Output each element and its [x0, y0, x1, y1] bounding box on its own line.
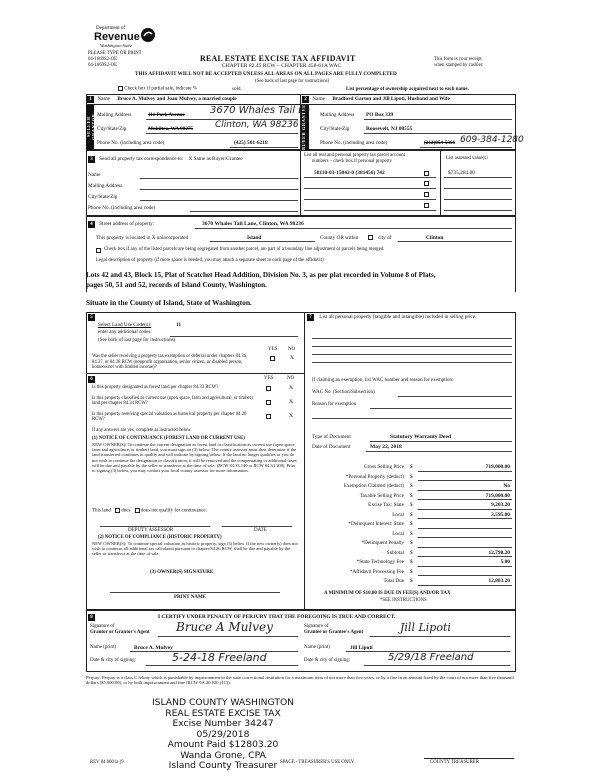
grantee-name-label: Name (print): [304, 645, 330, 650]
partial-sale-label: Check box if partial sale, indicate %: [124, 86, 197, 92]
buyer-name-row: [302, 96, 450, 103]
tax-row-label: *Affidavit Processing Fee: [349, 568, 404, 575]
s5-no-header: NO: [288, 347, 296, 352]
grantor-sig-label-2: Grantor or Grantor's Agent: [90, 630, 150, 635]
s3-name-label: Name: [88, 172, 101, 178]
section-4-number: 4: [88, 221, 95, 228]
parcel-personal-checkbox[interactable]: [424, 171, 429, 176]
see-instructions: *SEE INSTRUCTIONS: [380, 598, 427, 603]
tax-row-dollar: $: [410, 502, 413, 508]
section-7-number: 7: [307, 314, 314, 321]
doc-date-label: Date of Document: [312, 444, 351, 450]
tax-row-label: Total Due: [383, 578, 404, 584]
street-address[interactable]: 3670 Whales Tail Lane, Clinton, WA 98236: [202, 221, 304, 227]
tax-row-value[interactable]: 9,203.20: [491, 502, 510, 508]
parcel-2-checkbox[interactable]: [424, 181, 429, 186]
county-label: County OR within: [320, 235, 359, 241]
section-6-number-wrap: [88, 376, 95, 383]
claim-exemption-label: If claiming an exemption, list WAC number and reason for exemption:: [312, 378, 454, 383]
tax-row-dollar: $: [410, 483, 413, 489]
street-row: [88, 221, 154, 228]
buyer-phone-label: Phone No. (including area code): [320, 140, 388, 146]
situate-line[interactable]: Situate in the County of Island, State of Washington.: [86, 298, 252, 307]
tax-row-value[interactable]: 719,000.00: [485, 492, 510, 499]
page-title: REAL ESTATE EXCISE TAX AFFIDAVIT: [200, 54, 356, 63]
see-back-line: (See back of last page for instructions): [255, 79, 330, 84]
tax-row-dollar: $: [410, 530, 413, 537]
section-7-head: [307, 314, 513, 321]
dor-logo-line2: Revenue: [94, 31, 140, 43]
city-of-label: city of: [378, 235, 392, 241]
does-not-label: does not qualify for continuance.: [140, 508, 207, 514]
grantor-date-label: Date & city of signing:: [90, 658, 137, 663]
buyer-city-label: City/State/Zip: [320, 126, 350, 132]
dor-logo: [88, 26, 160, 52]
buyer-phone-handwritten[interactable]: 609-384-1280: [460, 135, 524, 145]
form-code-2: 04-1669S2-OE: [88, 63, 118, 68]
treasurer-space: SPACE - TREASURER'S USE ONLY: [280, 760, 355, 765]
please-type: PLEASE TYPE OR PRINT: [88, 51, 142, 56]
within-city-checkbox[interactable]: [368, 235, 373, 240]
buyer-name[interactable]: Bradford Garton and Jill Lipoti, Husband and Wife: [332, 96, 450, 102]
land-use-see-back: (See back of last page for instructions): [98, 338, 176, 343]
doc-type-label: Type of Document: [312, 434, 351, 440]
minimum-fee: A MINIMUM OF $10.00 IS DUE IN FEE(S) AND/OR TAX: [324, 591, 451, 596]
buyer-phone-struck: (212)854-5366: [424, 140, 456, 146]
stamp-line-1: ISLAND COUNTY WASHINGTON: [151, 697, 295, 708]
seller-city-handwritten[interactable]: Clinton, WA 98236: [215, 120, 299, 130]
seller-city-label: City/State/Zip: [97, 126, 127, 132]
buyer-city[interactable]: Roosevelt, NJ 08555: [366, 126, 413, 132]
partial-sale-checkbox[interactable]: [118, 86, 123, 91]
grantee-sig-label-1: Signature of: [304, 624, 329, 629]
tax-row-label: Subtotal: [386, 549, 404, 556]
seller-name-row: [87, 96, 237, 103]
tax-row-value[interactable]: 12,798.20: [488, 549, 510, 556]
assessed-value[interactable]: $735,284.00: [448, 170, 475, 176]
tax-row-dollar: $: [410, 559, 413, 565]
reason-label: Reason for exemption: [312, 402, 357, 407]
enter-additional: enter any additional codes:: [98, 330, 152, 335]
exemption-no-answer[interactable]: X: [290, 355, 295, 361]
print-name-label: PRINT NAME: [174, 595, 206, 600]
forest-yes-checkbox[interactable]: [266, 386, 271, 391]
historic-question: Is this property receiving special valuation as historical property per chapter 84.26 RCW?: [92, 412, 247, 423]
does-checkbox[interactable]: [115, 508, 120, 513]
stamp-line-3: Excise Number 34247: [172, 718, 274, 729]
legal-description-label: Legal description of property (if more space is needed, you may attach a separate sheet to each page of the affidavit): [96, 258, 324, 263]
exemption-yes-checkbox[interactable]: [270, 356, 275, 361]
section-5-number-wrap: [88, 314, 95, 321]
this-land-row: [92, 508, 207, 514]
tax-row-dollar: $: [410, 492, 413, 499]
seller-phone-label: Phone No. (including area code): [97, 140, 165, 146]
notice-1-title: (1) NOTICE OF CONTINUANCE (FOREST LAND OR CURRENT USE): [92, 436, 245, 441]
deputy-date-label: DATE: [254, 528, 267, 533]
doc-date-value[interactable]: May 22, 2018: [370, 444, 402, 450]
section-2-number: 2: [302, 96, 309, 103]
tax-row-value[interactable]: 12,803.20: [488, 578, 510, 584]
doc-type-value[interactable]: Statutory Warranty Deed: [390, 434, 452, 440]
section-8-number: 8: [88, 614, 95, 621]
s3-phone-label: Phone No. (including area code): [88, 205, 156, 211]
buyer-sidebar: BUYER GRANTEE: [301, 104, 309, 150]
tax-row-label: Taxable Selling Price: [359, 492, 404, 499]
buyer-name-label: Name: [312, 96, 325, 102]
tax-row-label: Exemption Claimed (deduct): [343, 483, 404, 489]
parcel-header-1: List all real and personal property tax parcel account: [304, 153, 405, 158]
rev-code: REV 84 0001a (9: [90, 760, 124, 765]
seller-city-struck: Mukilteo, WA 98275: [148, 126, 194, 132]
city-value[interactable]: Clinton: [426, 235, 444, 241]
s6-no-header: NO: [287, 376, 295, 381]
tax-row-dollar: $: [410, 511, 413, 518]
s3-city-label: City/State/Zip: [88, 194, 118, 200]
land-use-code[interactable]: 11: [176, 322, 182, 328]
section-6-number: 6: [88, 376, 95, 383]
parcel-3-checkbox[interactable]: [424, 192, 429, 197]
perjury-notice: Perjury: Perjury is a class C felony which is punishable by imprisonment in the state correctional institution for a maximum term of not more than five years, or by a fine in an amount fixed by the court of not more than five thousand dollars ($5,000.00), or by both imprisonment and fine (RCW 9A.20.020 (1C)).: [86, 675, 514, 686]
grantee-sig-label-2: Grantee or Grantee's Agent: [304, 630, 364, 635]
dor-logo-line3: Washington State: [100, 43, 132, 48]
parcel-number[interactable]: 58110-03-15042-0 (381456) 742: [314, 170, 385, 176]
warning-line: THIS AFFIDAVIT WILL NOT BE ACCEPTED UNLESS ALL AREAS ON ALL PAGES ARE FULLY COMPLETED: [135, 71, 397, 77]
grantee-signature[interactable]: Jill Lipoti: [400, 621, 451, 634]
same-as-buyer[interactable]: X Same as Buyer/Grantee: [188, 156, 243, 162]
this-land-label: This land: [92, 508, 111, 514]
receipt-note-1: This form is your receipt: [434, 57, 482, 62]
seller-mailing-handwritten[interactable]: 3670 Whales Tail Ln: [210, 105, 311, 116]
notice-2-body: NEW OWNER(S): To continue special valuation as historic property, sign (3) below. If the new owner(s) does not wish to continue, all additional tax calculated pursuant to chapter 84.26 RCW, shall be due and payable by the seller or transferor at the time of sale.: [92, 541, 298, 557]
stamp-line-2: REAL ESTATE EXCISE TAX: [165, 707, 281, 719]
if-any-yes: If any answers are yes, complete as instructed below.: [92, 428, 192, 433]
current-use-question: Is this property classified as current use (open space, farm and agricultural, or timber) land per chapter 84.34 RCW?: [92, 396, 253, 407]
street-label: Street address of property:: [99, 221, 155, 227]
tax-row-dollar: $: [410, 540, 413, 546]
tax-row-value[interactable]: 3,595.00: [491, 511, 510, 518]
tax-row-label: Gross Selling Price: [363, 464, 404, 470]
county-treasurer-label: COUNTY TREASURER: [430, 760, 479, 765]
historic-yes-checkbox[interactable]: [266, 414, 271, 419]
receipt-note-2: when stamped by cashier.: [434, 63, 484, 68]
list-percentage: List percentage of ownership acquired next to each name.: [346, 87, 469, 92]
form-code-1: 04-1669S2-OE: [88, 57, 118, 62]
s3-mailing-label: Mailing Address: [88, 183, 123, 189]
grantee-date[interactable]: 5/29/18 Freeland: [388, 652, 474, 663]
tax-row-label: Local: [392, 530, 404, 537]
parcel-header-2: numbers – check box if personal property: [312, 159, 392, 164]
assessed-header: List assessed value(s): [446, 156, 488, 161]
tax-row-label: Local: [392, 511, 404, 518]
tax-row-dollar: $: [410, 549, 413, 556]
seller-name[interactable]: Bruce A. Mulvey and Joan Mulvey, a married couple: [117, 96, 237, 102]
owner-signature-label: (3) OWNER(S) SIGNATURE: [150, 570, 214, 575]
does-label: does: [121, 508, 131, 514]
dor-logo-line1: Department of: [96, 26, 126, 31]
stamp-line-4: 05/29/2018: [196, 728, 250, 740]
section-3-send-row: [88, 156, 243, 163]
grantee-name[interactable]: Jill Lipoti: [350, 645, 373, 651]
partial-sale-row: [118, 86, 242, 92]
forest-land-question: Is this property designated as forest land per chapter 84.33 RCW?: [92, 385, 219, 390]
grantor-date[interactable]: 5-24-18 Freeland: [172, 651, 267, 664]
certify-line: I CERTIFY UNDER PENALTY OF PERJURY THAT THE FOREGOING IS TRUE AND CORRECT.: [158, 614, 396, 620]
buyer-mailing-label: Mailing Address: [320, 112, 355, 118]
current-use-yes-checkbox[interactable]: [266, 400, 271, 405]
tax-row-dollar: $: [410, 464, 413, 470]
seller-mailing-label: Mailing Address: [97, 112, 132, 118]
exemption-question: Was the seller receiving a property tax exemption or deferral under chapters 84.36, 84.37, or 84.38 RCW (nonprofit organization, senior citizen, or disabled person, homeowner with limited income)?: [92, 354, 248, 371]
stamp-line-6: Wanda Grone, CPA: [180, 749, 266, 761]
does-not-checkbox[interactable]: [135, 508, 140, 513]
notice-1-body: NEW OWNER(S): To continue the current designation as forest land or classification as current use (open space, farm and agriculture, or timber) land, you must sign on (3) below. The county assessor must then determine if the land transferred continues to qualify and will indicate by signing below. If the land no longer qualifies or you do not wish to continue the designation or classification, it will be removed and the compensating or additional taxes will be due and payable by the seller or transferor at the time of sale. (RCW 84.33.140 or RCW 84.34.108). Prior to signing (3) below, you may contact your local county assessor for more information.: [92, 442, 297, 474]
seller-phone[interactable]: (425) 501-6218: [234, 140, 268, 146]
tax-row-value[interactable]: No: [503, 483, 510, 489]
grantor-name[interactable]: Bruce A. Mulvey: [134, 645, 173, 651]
s6-yes-header: YES: [264, 376, 274, 381]
grantor-name-label: Name (print): [90, 645, 116, 650]
seller-name-label: Name: [97, 96, 110, 102]
send-correspondence-label: Send all property tax correspondence to:: [99, 156, 184, 162]
section-3-number: 3: [88, 156, 95, 163]
section-5-number: 5: [88, 314, 95, 321]
tax-row-label: *Delinquent Interest: State: [348, 521, 404, 527]
tax-row-value[interactable]: 719,000.00: [485, 464, 510, 470]
historic-no-answer[interactable]: X: [289, 413, 294, 419]
tax-row-value[interactable]: 5.00: [500, 559, 510, 565]
grantor-sig-label-1: Signature of: [90, 624, 115, 629]
segregated-checkbox[interactable]: [96, 248, 101, 253]
forest-no-answer[interactable]: X: [289, 385, 294, 391]
seller-sidebar: SELLER GRANTOR: [86, 104, 94, 150]
section-8-number-wrap: [88, 614, 95, 621]
legal-line-1[interactable]: Lots 42 and 43, Block 15, Plat of Scatchet Head Addition, Division No. 3, as per plat recorded in Volume 8 of Plats,: [86, 271, 436, 279]
tax-row-dollar: $: [410, 521, 413, 527]
partial-sale-sold: sold.: [232, 86, 242, 92]
grantee-date-label: Date & city of signing:: [304, 658, 351, 663]
legal-line-2[interactable]: pages 50, 51 and 52, records of Island County, Washington.: [86, 281, 267, 289]
current-use-no-answer[interactable]: X: [289, 399, 294, 405]
grantor-signature[interactable]: Bruce A Mulvey: [176, 620, 273, 634]
dor-swirl-icon: [140, 27, 156, 43]
land-use-label: Select Land Use Code(s):: [98, 322, 152, 328]
tax-row-label: *Personal Property (deduct): [345, 473, 404, 480]
s5-yes-header: YES: [268, 347, 278, 352]
tax-row-label: *State Technology Fee: [356, 559, 404, 565]
county-value[interactable]: Island: [247, 235, 262, 241]
buyer-mailing[interactable]: PO Box 339: [366, 112, 394, 118]
stamp-line-5: Amount Paid $12803.20: [167, 739, 279, 750]
deputy-assessor-label: DEPUTY ASSESSOR: [128, 528, 174, 533]
chapter-line: CHAPTER 82.45 RCW – CHAPTER 458-61A WAC: [222, 63, 342, 69]
wac-label: WAC No. (Section/Subsection): [312, 390, 375, 395]
tax-row-dollar: $: [410, 473, 413, 480]
section-1-number: 1: [87, 96, 94, 103]
notice-2-title: (2) NOTICE OF COMPLIANCE (HISTORIC PROPERTY): [98, 535, 222, 540]
tax-row-label: Excise Tax: State: [368, 502, 404, 508]
segregated-text: Check box if any of the listed parcels are being segregated from another parcel, are part of a boundary line adjustment or parcels being merged.: [104, 247, 385, 252]
parcel-4-checkbox[interactable]: [424, 203, 429, 208]
stamp-line-7: Island County Treasurer: [168, 760, 278, 771]
seller-mailing-struck: 111 Park Avenue: [148, 112, 185, 118]
tax-row-label: *Delinquent Penalty: [361, 540, 404, 546]
tax-row-dollar: $: [410, 578, 413, 584]
personal-property-label: List all personal property (tangible and intangible) included in selling price.: [319, 314, 477, 320]
tax-row-dollar: $: [410, 568, 413, 575]
located-label: This property is located in X unincorporated: [96, 235, 189, 241]
